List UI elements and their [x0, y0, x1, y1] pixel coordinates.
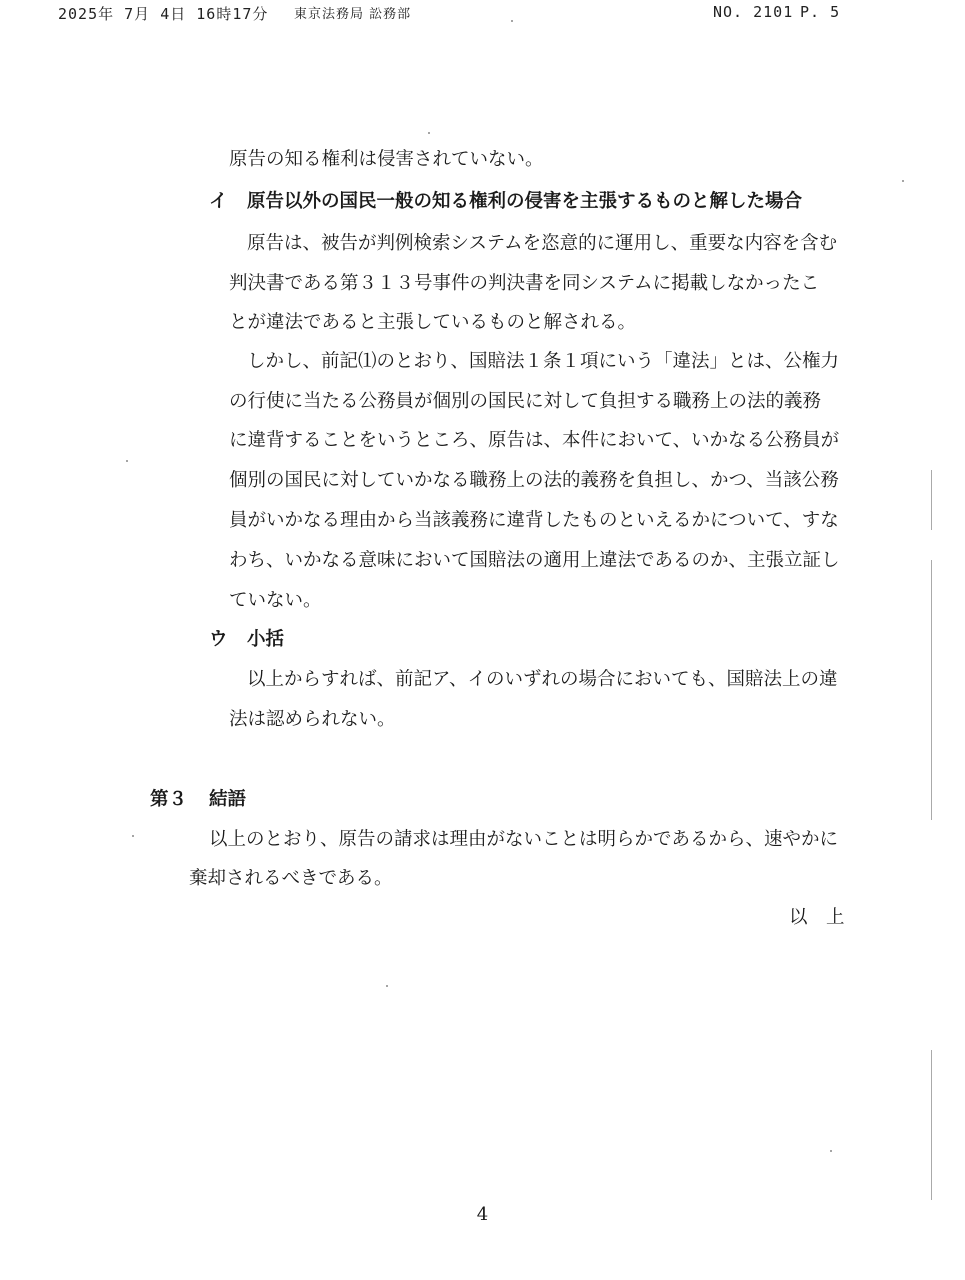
scan-artifact [931, 470, 932, 530]
body-line: の行使に当たる公務員が個別の国民に対して負担する職務上の法的義務 [229, 391, 822, 412]
fax-sender: 東京法務局 訟務部 [294, 7, 412, 22]
body-line: 個別の国民に対していかなる職務上の法的義務を負担し、かつ、当該公務 [229, 470, 839, 491]
body-line: 棄却されるべきである。 [189, 868, 393, 889]
section-marker: 第３ [150, 789, 188, 810]
section-heading: 結語 [209, 789, 247, 810]
scan-artifact [931, 1050, 932, 1200]
body-line: わち、いかなる意味において国賠法の適用上違法であるのか、主張立証し [229, 550, 840, 571]
body-line: 原告の知る権利は侵害されていない。 [229, 149, 544, 170]
scan-artifact [511, 20, 513, 22]
body-line: しかし、前記⑴のとおり、国賠法１条１項にいう「違法」とは、公権力 [247, 351, 840, 372]
body-line: 法は認められない。 [229, 709, 396, 730]
item-marker-u: ウ [209, 629, 228, 650]
body-line: 員がいかなる理由から当該義務に違背したものといえるかについて、すな [229, 510, 839, 531]
fax-header [58, 3, 845, 27]
body-line: に違背することをいうところ、原告は、本件において、いかなる公務員が [229, 430, 840, 451]
fax-number: NO. 2101 [713, 3, 794, 21]
fax-datetime: 2025年 7月 4日 16時17分 [58, 5, 269, 23]
fax-page: P. 5 [800, 3, 841, 21]
body-line: 判決書である第３１３号事件の判決書を同システムに掲載しなかったこ [229, 273, 820, 294]
item-heading-u: 小括 [247, 629, 285, 650]
scan-artifact [386, 985, 388, 987]
body-line: ていない。 [229, 590, 322, 611]
scan-artifact [830, 1150, 832, 1152]
item-marker-i: イ [209, 191, 228, 212]
scan-artifact [126, 460, 128, 462]
body-line: 以上からすれば、前記ア、イのいずれの場合においても、国賠法上の違 [247, 669, 838, 690]
scan-artifact [132, 835, 134, 837]
scan-artifact [902, 180, 904, 182]
closing-mark: 以 上 [789, 907, 845, 928]
body-line: 以上のとおり、原告の請求は理由がないことは明らかであるから、速やかに [209, 829, 839, 850]
item-heading-i: 原告以外の国民一般の知る権利の侵害を主張するものと解した場合 [247, 191, 803, 212]
body-line: とが違法であると主張しているものと解される。 [229, 312, 637, 333]
scan-artifact [931, 560, 932, 820]
scan-artifact [428, 132, 430, 134]
page-number: 4 [476, 1204, 489, 1225]
body-line: 原告は、被告が判例検索システムを恣意的に運用し、重要な内容を含む [247, 233, 838, 254]
